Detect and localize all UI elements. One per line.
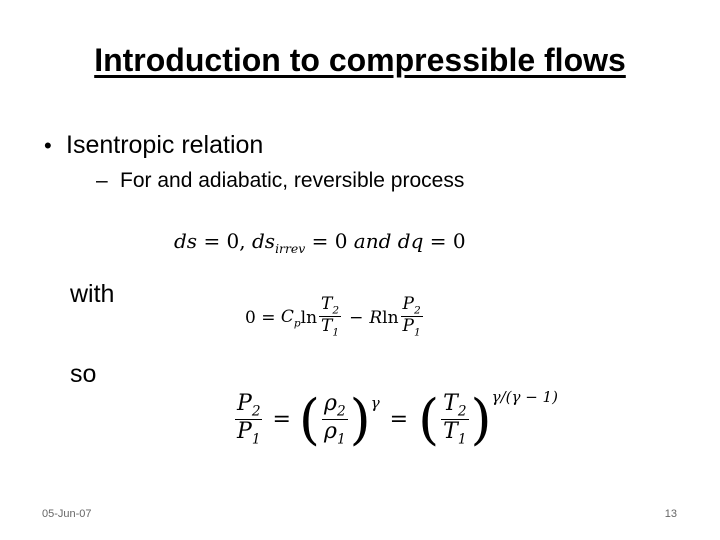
equation-isentropic-relation (233, 387, 558, 451)
eq3-gamma-exponent: γ (370, 394, 380, 412)
eq1-equals-zero: = 0, (203, 229, 246, 253)
eq3-equals-1: = (272, 407, 291, 433)
so-label: so (70, 360, 97, 388)
eq2-lhs: 0 = (245, 307, 276, 328)
eq3-open-paren-2: ( (418, 387, 440, 451)
sub-bullet-dash-icon: – (96, 169, 108, 192)
eq1-and: and (353, 229, 392, 253)
eq1-equals-zero-2: = 0 (311, 229, 348, 253)
eq3-temperature-exponent: γ/(γ − 1) (491, 388, 558, 406)
eq3-pressure-ratio: $\frac{P_2}{P_1}$ (237, 391, 261, 448)
eq3-temperature-ratio: $\frac{T_2}{T_1}$ (443, 391, 467, 448)
bullet-text: Isentropic relation (66, 131, 264, 159)
bullet-dot-icon: • (44, 132, 52, 158)
eq2-minus: − (349, 307, 364, 328)
eq2-ln-2: ln (382, 307, 399, 328)
eq2-r: R (369, 307, 383, 328)
equation-isentropic-conditions (174, 229, 466, 256)
footer-date: 05-Jun-07 (42, 508, 92, 520)
eq3-density-ratio: $\frac{\rho_2}{\rho_1}$ (324, 391, 346, 448)
eq3-open-paren-1: ( (298, 387, 320, 451)
slide-title: Introduction to compressible flows (94, 42, 626, 78)
with-label: with (70, 280, 115, 308)
eq1-irrev-subscript: irrev (275, 241, 306, 256)
eq2-pressure-ratio: $\frac{P_2}{P_1}$ (402, 294, 421, 339)
eq3-close-paren-2: ) (470, 387, 492, 451)
eq3-close-paren-1: ) (349, 387, 371, 451)
bullet-item (44, 131, 263, 160)
footer-page-number: 13 (664, 508, 677, 520)
eq2-ln-1: ln (300, 307, 318, 328)
eq2-temperature-ratio: $\frac{T_2}{T_1}$ (321, 294, 340, 339)
eq1-dq: dq (397, 229, 424, 253)
equation-entropy-change (245, 296, 425, 339)
eq3-equals-2: = (389, 407, 409, 433)
eq1-ds-irrev: ds (252, 229, 276, 253)
sub-bullet-text: For and adiabatic, reversible process (120, 169, 465, 192)
eq2-cp: $C_p$ (280, 306, 301, 329)
eq1-ds: ds (174, 229, 198, 253)
eq1-equals-zero-3: = 0 (429, 229, 466, 253)
sub-bullet-item (96, 169, 464, 193)
